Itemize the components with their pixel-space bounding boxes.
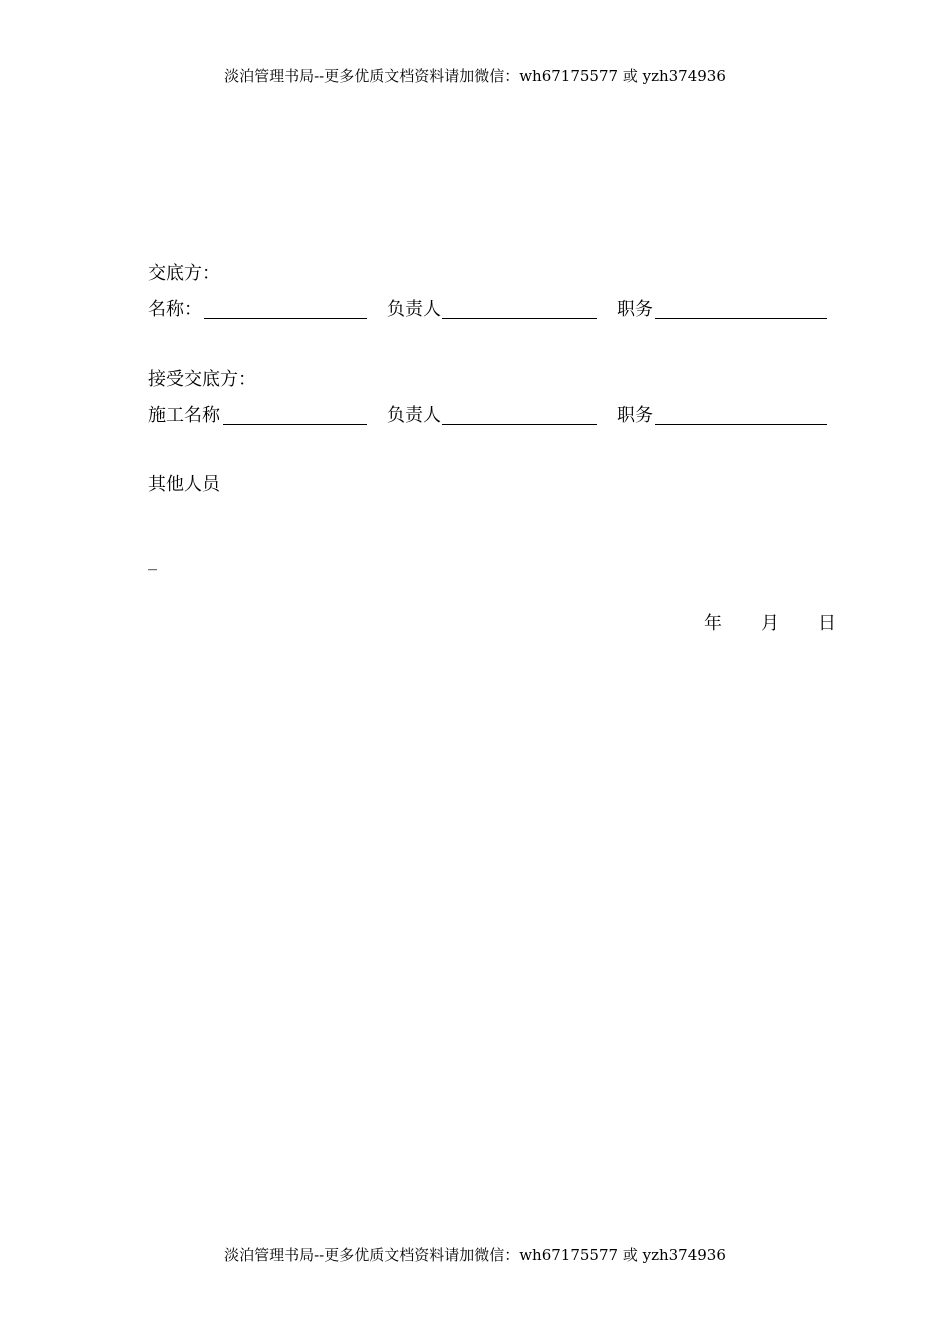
receiving-name-field[interactable] <box>223 424 367 425</box>
page-footer: 淡泊管理书局--更多优质文档资料请加微信：wh67175577 或 yzh374936 <box>224 1246 726 1264</box>
others-mark: _ <box>148 550 157 571</box>
disclosing-name-label: 名称： <box>148 299 202 320</box>
receiving-person-field[interactable] <box>442 424 597 425</box>
receiving-party-heading: 接受交底方： <box>148 369 256 390</box>
page-header: 淡泊管理书局--更多优质文档资料请加微信：wh67175577 或 yzh374936 <box>224 67 726 85</box>
receiving-name-label: 施工名称 <box>148 405 220 426</box>
disclosing-party-heading: 交底方： <box>148 263 220 284</box>
date-month-label: 月 <box>761 613 779 634</box>
disclosing-person-field[interactable] <box>442 318 597 319</box>
receiving-position-field[interactable] <box>655 424 827 425</box>
others-label: 其他人员 <box>148 474 220 495</box>
disclosing-position-field[interactable] <box>655 318 827 319</box>
date-day-label: 日 <box>818 613 836 634</box>
disclosing-position-label: 职务 <box>617 299 653 320</box>
disclosing-person-label: 负责人 <box>387 299 441 320</box>
receiving-person-label: 负责人 <box>387 405 441 426</box>
date-year-label: 年 <box>704 613 722 634</box>
receiving-position-label: 职务 <box>617 405 653 426</box>
disclosing-name-field[interactable] <box>204 318 367 319</box>
